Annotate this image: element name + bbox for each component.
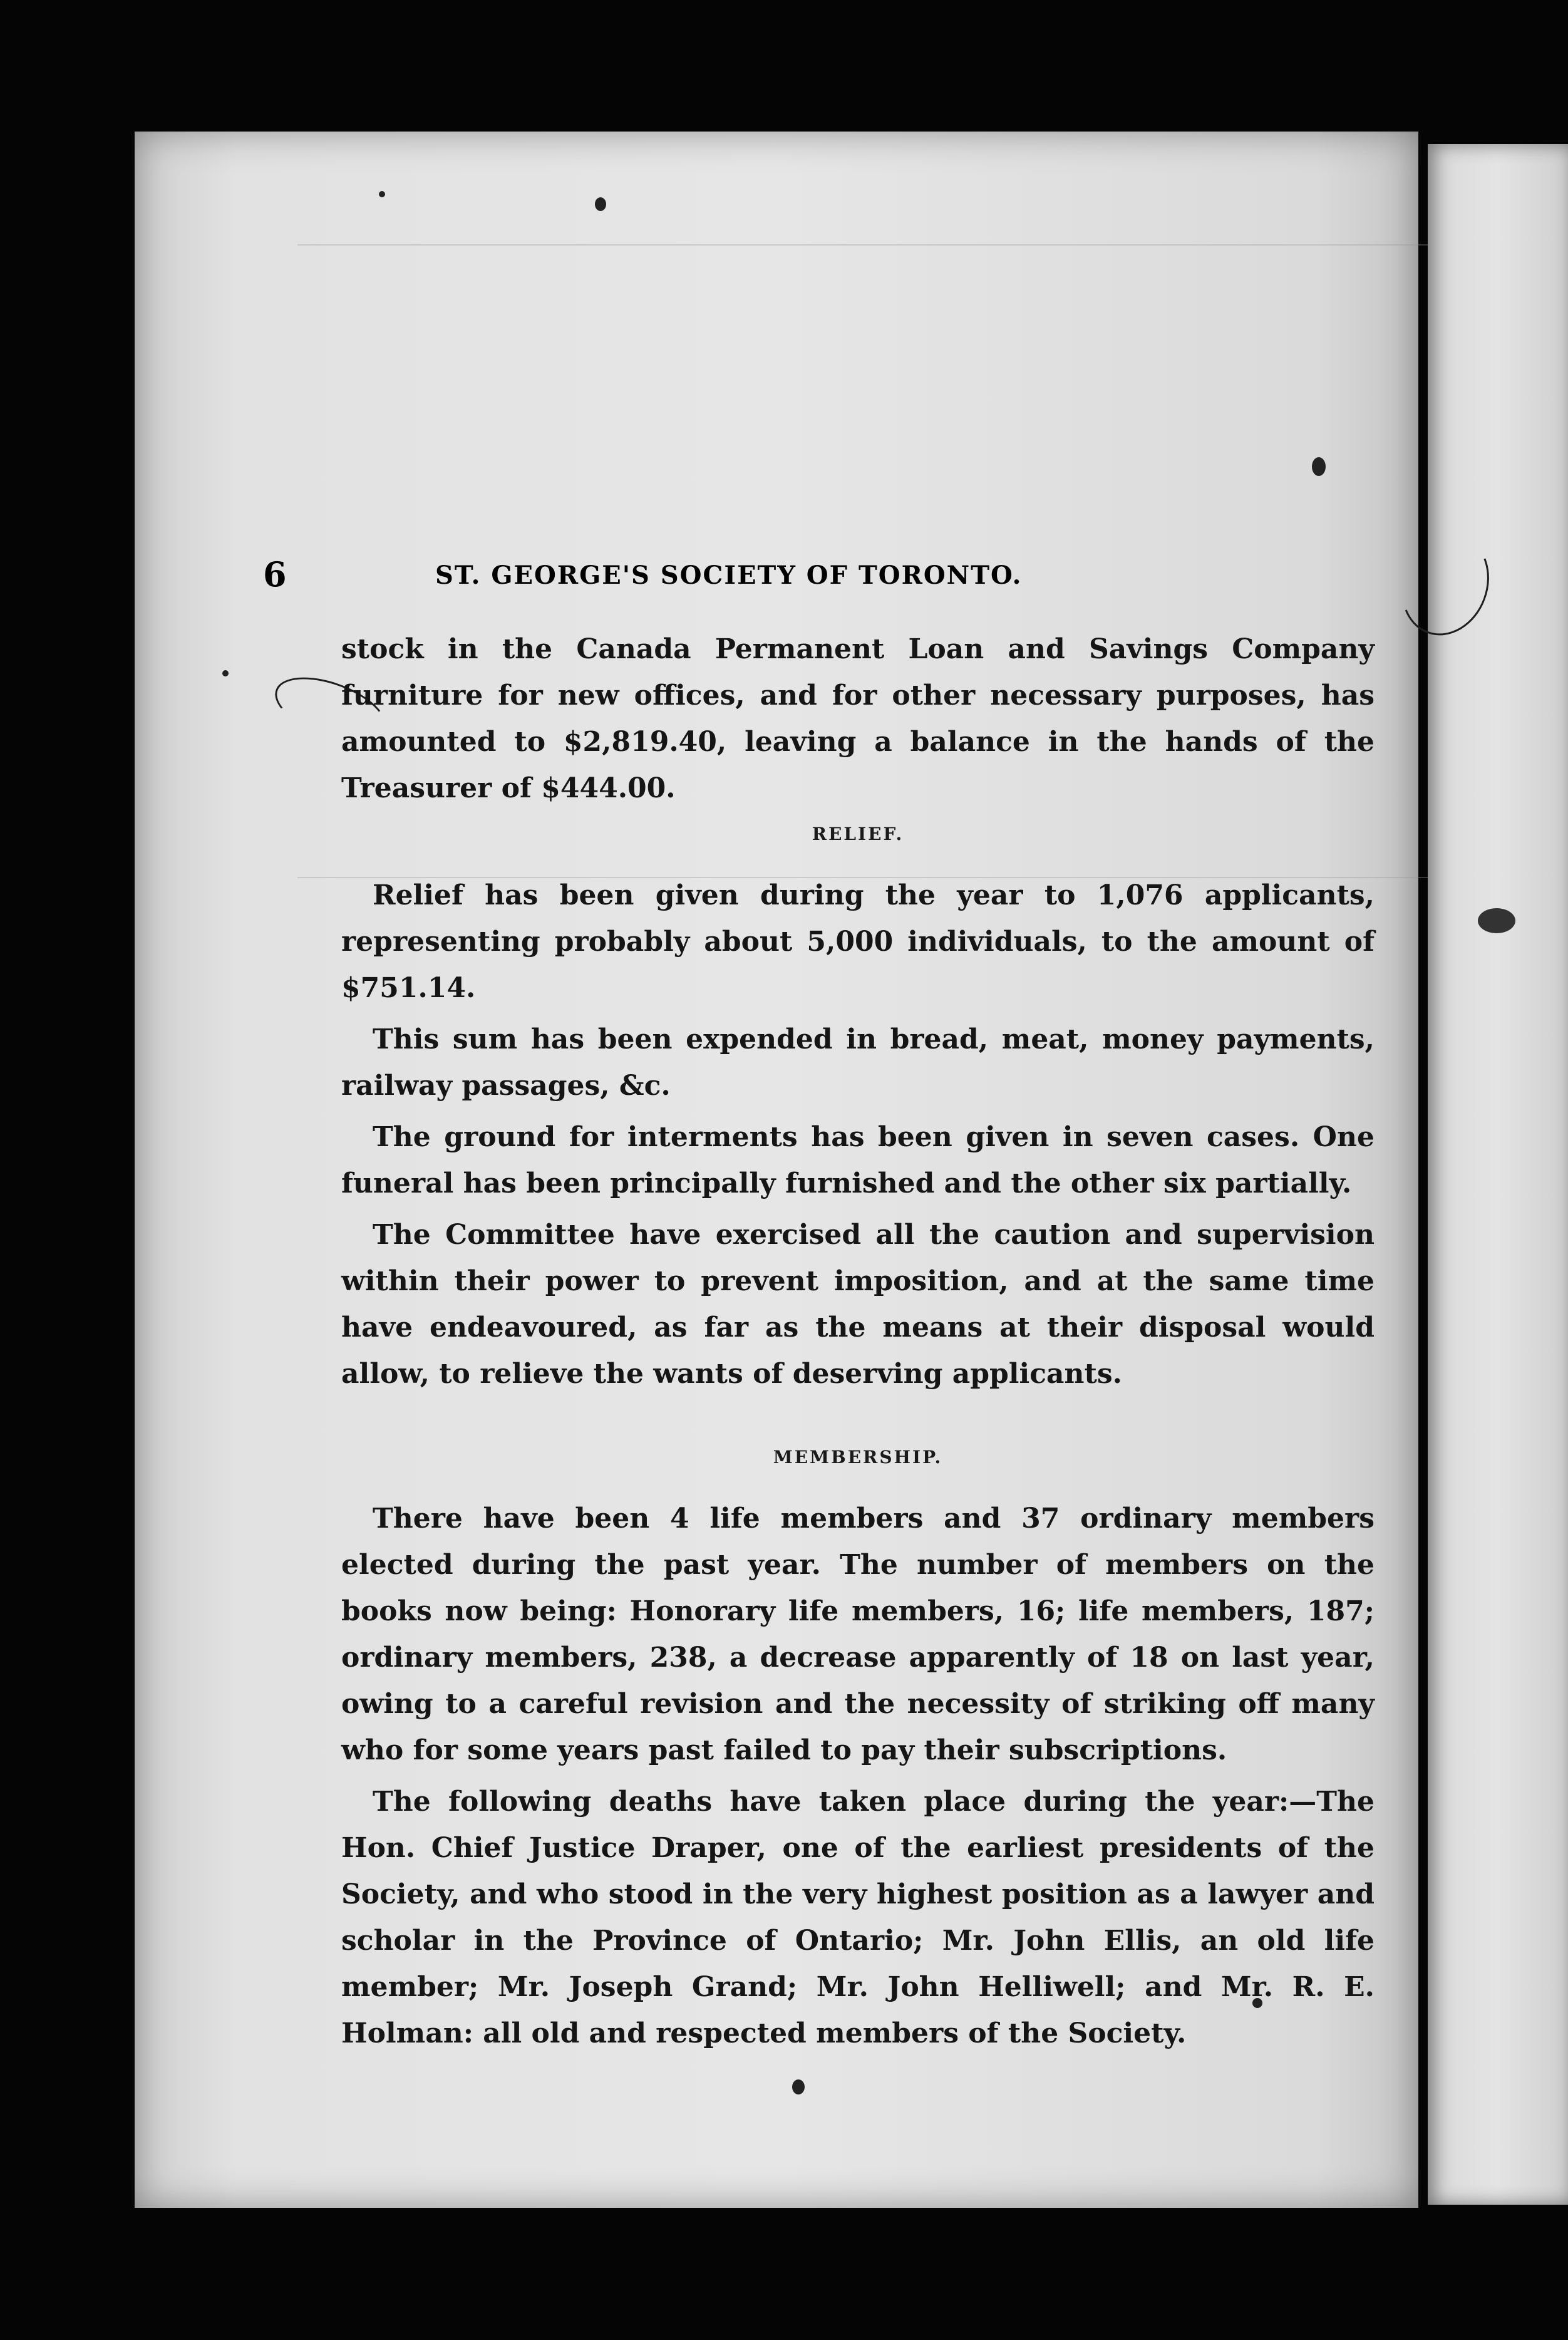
relief-paragraph: The Committee have exercised all the caution and supervision within their power to prevent imposition, and at the same time have endeavoured, as far as the means at their disposal would allow, to relieve the wants of deserving applicants. [341,1219,1375,1390]
relief-body [341,872,1375,1397]
adjacent-page-edge [1428,144,1568,2205]
relief-section [341,824,1375,1397]
relief-paragraph: The ground for interments has been given in seven cases. One funeral has been principally furnished and the other six partially. [341,1121,1375,1199]
relief-paragraph: Relief has been given during the year to 1,076 applicants, representing probably about 5,000 individuals, to the amount of $751.14. [341,879,1375,1004]
document-page [135,132,1418,2208]
page-number: 6 [263,554,287,594]
dust-speck [1312,457,1326,476]
dust-speck [379,191,385,197]
intro-paragraph: stock in the Canada Permanent Loan and Savings Company furniture for new offices, and for other necessary purposes, has amounted to $2,819.40, leaving a balance in the hands of the Treasurer of $444.00. [341,633,1375,804]
dust-speck [792,2079,805,2094]
membership-paragraph: The following deaths have taken place during the year:—The Hon. Chief Justice Draper, one of the earliest presidents of the Society, and who stood in the very highest position as a lawyer and scholar in the Province of Ontario; Mr. John Ellis, an old life member; Mr. Joseph Grand; Mr. John Helliwell; and Mr. R. E. Holman: all old and respected members of the Society. [341,1786,1375,2049]
dust-speck [222,670,229,676]
relief-paragraph: This sum has been expended in bread, meat, money payments, railway passages, &c. [341,1023,1375,1102]
dust-speck [1478,908,1515,933]
running-head [135,554,1168,604]
membership-paragraph: There have been 4 life members and 37 ordinary members elected during the past year. The number of members on the books now being: Honorary life members, 16; life members, 187; ordinary members, 238, a decrease apparently of 18 on last year, owing to a careful revision and the necessity of striking off many who for some years past failed to pay their subscriptions. [341,1503,1375,1766]
membership-section [341,1447,1375,2057]
faint-rule [297,244,1525,246]
running-title: ST. GEORGE'S SOCIETY OF TORONTO. [435,561,1023,590]
membership-body [341,1496,1375,2057]
relief-heading: RELIEF. [812,824,904,844]
membership-heading: MEMBERSHIP. [773,1447,943,1468]
dust-speck [595,197,606,211]
